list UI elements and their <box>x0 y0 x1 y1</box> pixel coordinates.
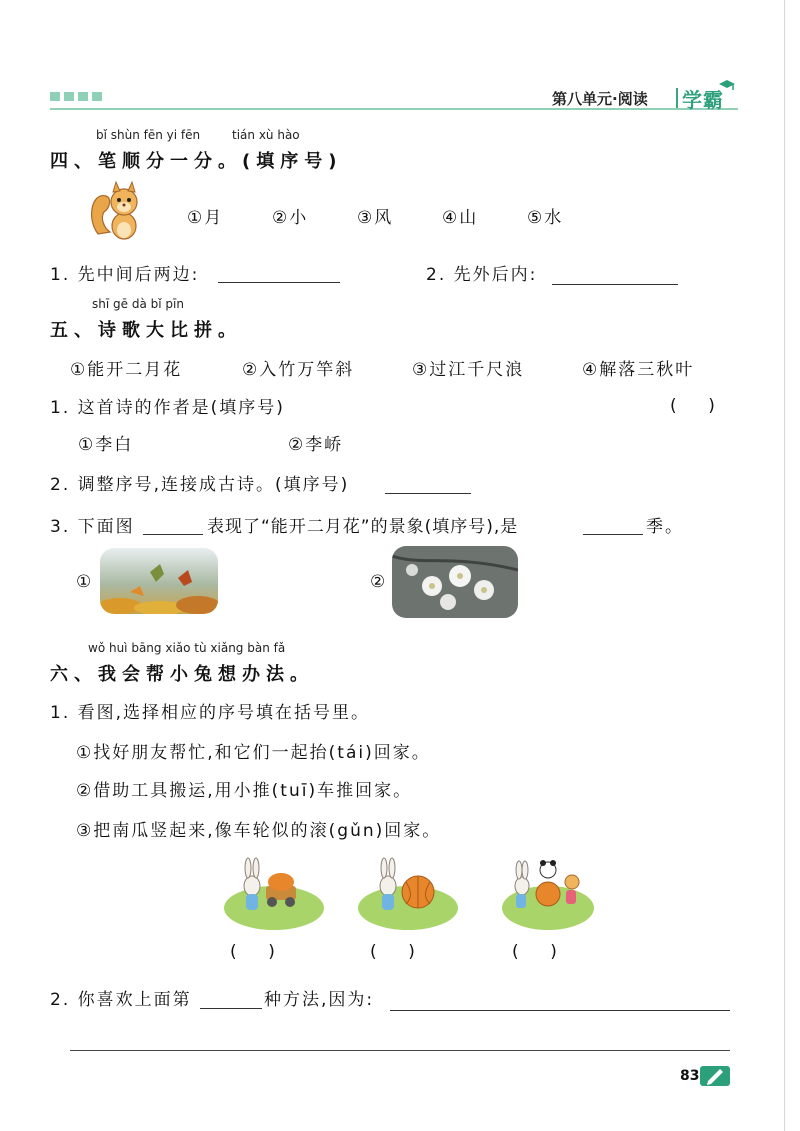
section4-pinyin-a: bǐ shùn fēn yi fēn <box>96 128 201 142</box>
image-label-2: ② <box>370 572 388 592</box>
answer-blank-s4q2[interactable] <box>552 284 678 285</box>
squirrel-icon <box>90 178 146 242</box>
answer-blank-s6q2-reason[interactable] <box>390 1010 730 1011</box>
section5-question-3b: 表现了“能开二月花”的景象(填序号),是 <box>207 517 519 537</box>
answer-paren-s5q1[interactable]: ( ) <box>670 396 717 416</box>
stroke-char-1: ①月 <box>187 208 224 228</box>
section5-question-3c: 季。 <box>646 517 684 537</box>
section4-title: 四、笔顺分一分。(填序号) <box>50 151 343 172</box>
rabbit-cart-image <box>222 852 326 932</box>
section4-question-2: 2. 先外后内: <box>426 265 538 285</box>
section6-question-2b: 种方法,因为: <box>264 990 375 1010</box>
method-option-1: ①找好朋友帮忙,和它们一起抬(tái)回家。 <box>76 743 431 763</box>
answer-paren-picture-3[interactable]: ( ) <box>512 942 559 962</box>
rabbit-friends-carry-image <box>500 852 596 932</box>
section6-question-1: 1. 看图,选择相应的序号填在括号里。 <box>50 703 371 723</box>
section5-question-2: 2. 调整序号,连接成古诗。(填序号) <box>50 475 350 495</box>
graduation-cap-icon <box>719 80 735 90</box>
section5-title: 五、诗歌大比拼。 <box>50 320 242 341</box>
autumn-leaves-image <box>100 548 218 614</box>
page-edge <box>784 0 785 1131</box>
stroke-char-4: ④山 <box>442 208 479 228</box>
section4-question-1: 1. 先中间后两边: <box>50 265 200 285</box>
poem-line-2: ②入竹万竿斜 <box>242 360 355 380</box>
poem-line-3: ③过江千尺浪 <box>412 360 525 380</box>
page-number: 83 <box>680 1068 700 1084</box>
page-tab <box>700 1066 730 1086</box>
answer-paren-picture-1[interactable]: ( ) <box>230 942 277 962</box>
answer-blank-s5q3-season[interactable] <box>583 534 643 535</box>
stroke-char-3: ③风 <box>357 208 394 228</box>
section6-pinyin: wǒ huì bāng xiǎo tù xiǎng bàn fǎ <box>88 641 286 655</box>
answer-blank-s5q2[interactable] <box>385 493 471 494</box>
header-divider <box>676 88 678 108</box>
answer-blank-s4q1[interactable] <box>218 282 340 283</box>
author-option-2: ②李峤 <box>288 435 344 455</box>
brand-logo: 学霸 <box>682 88 724 112</box>
poem-line-1: ①能开二月花 <box>70 360 183 380</box>
section6-question-2a: 2. 你喜欢上面第 <box>50 990 192 1010</box>
section4-pinyin-b: tián xù hào <box>232 128 300 142</box>
stroke-char-5: ⑤水 <box>527 208 564 228</box>
poem-line-4: ④解落三秋叶 <box>582 360 695 380</box>
section5-question-1: 1. 这首诗的作者是(填序号) <box>50 398 285 418</box>
section5-question-3a: 3. 下面图 <box>50 517 135 537</box>
author-option-1: ①李白 <box>78 435 134 455</box>
answer-line-extra[interactable] <box>70 1050 730 1051</box>
answer-blank-s6q2-choice[interactable] <box>200 1008 262 1009</box>
stroke-char-2: ②小 <box>272 208 309 228</box>
rabbit-rolling-pumpkin-image <box>356 852 460 932</box>
unit-title: 第八单元·阅读 <box>552 90 648 108</box>
section5-pinyin: shī gē dà bǐ pīn <box>92 297 184 311</box>
answer-blank-s5q3-image[interactable] <box>143 534 203 535</box>
white-flowers-image <box>392 546 518 618</box>
method-option-3: ③把南瓜竖起来,像车轮似的滚(gǔn)回家。 <box>76 821 442 841</box>
answer-paren-picture-2[interactable]: ( ) <box>370 942 417 962</box>
section6-title: 六、我会帮小兔想办法。 <box>50 664 314 685</box>
image-label-1: ① <box>76 572 94 592</box>
pencil-icon <box>700 1066 730 1086</box>
header-decoration <box>50 92 102 101</box>
method-option-2: ②借助工具搬运,用小推(tuī)车推回家。 <box>76 781 413 801</box>
